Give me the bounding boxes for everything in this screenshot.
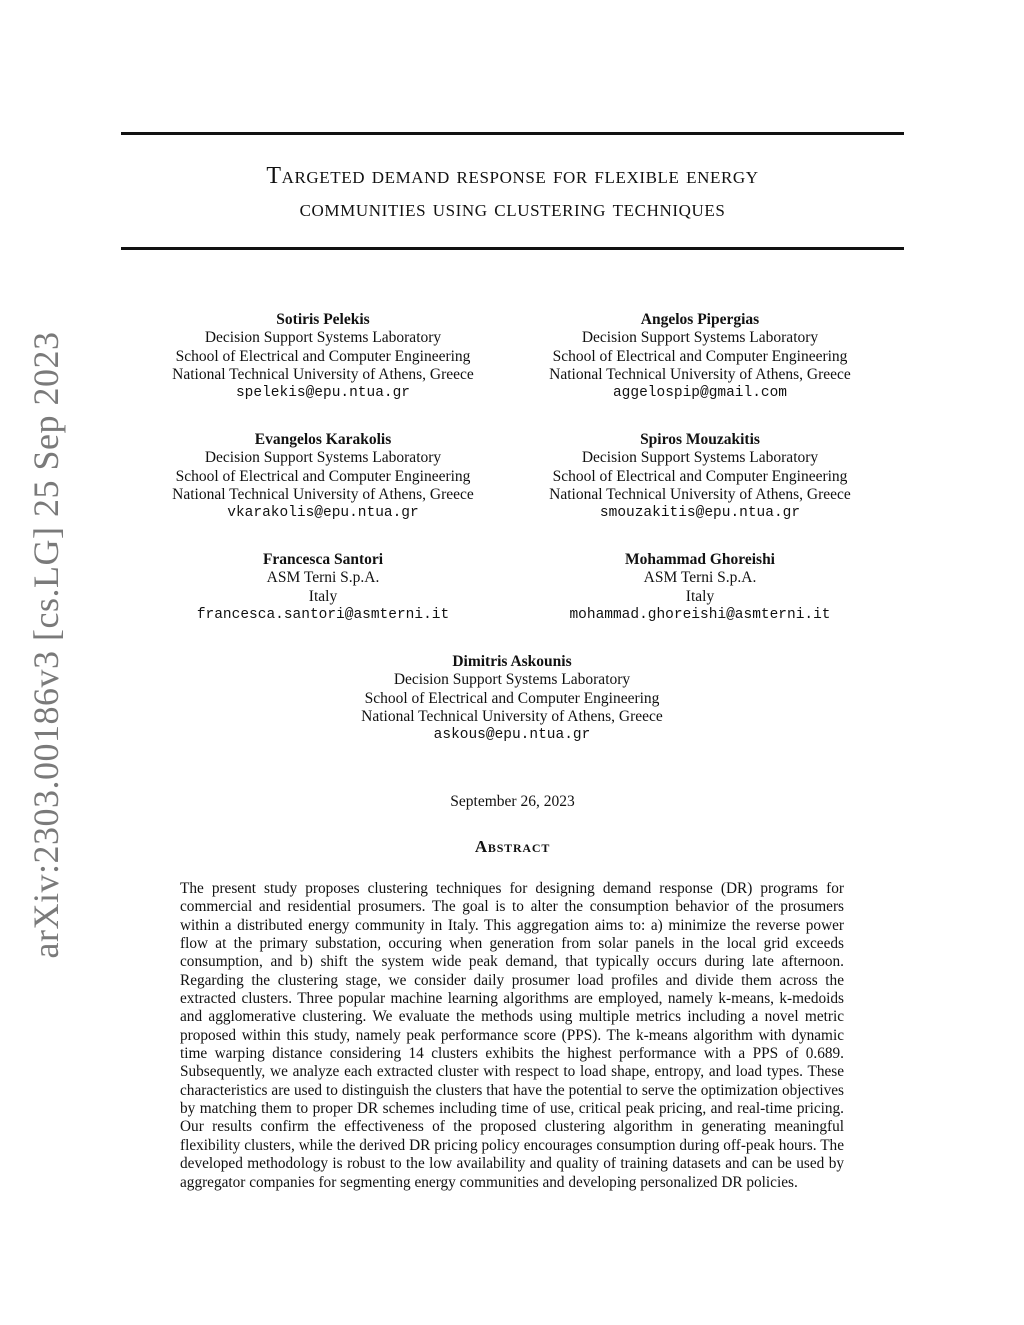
author-block-pipergias [490,311,910,402]
author-affiliation-line: ASM Terni S.p.A. [643,569,757,587]
author-affiliation-line: ASM Terni S.p.A. [266,569,380,587]
author-name: Evangelos Karakolis [254,431,392,448]
author-block-pelekis [113,311,533,402]
author-affiliation-line: National Technical University of Athens, Greece [549,485,851,503]
author-affiliation-line: School of Electrical and Computer Engineering [175,347,471,365]
author-affiliation-line: School of Electrical and Computer Engineering [364,689,660,707]
author-affiliation-line: Italy [308,587,338,605]
author-affiliation-line: School of Electrical and Computer Engineering [175,467,471,485]
author-email: spelekis@epu.ntua.gr [235,385,411,402]
author-email: francesca.santori@asmterni.it [196,606,450,623]
author-email: aggelospip@gmail.com [612,385,788,402]
title-bottom-rule [121,247,904,250]
abstract-text: The present study proposes clustering techniques for designing demand response (DR) programs for commercial and residential prosumers. The goal is to alter the consumption behavior of the prosumers within a distributed energy community in Italy. This aggregation aims to: a) minimize the reverse power flow at the primary substation, occuring when generation from solar panels in the local grid exceeds consumption, and b) shift the system wide peak demand, that typically occurs during late afternoon. Regarding the clustering stage, we consider daily prosumer load profiles and divide them across the extracted clusters. Three popular machine learning algorithms are employed, namely k-means, k-medoids and agglomerative clustering. We evaluate the methods using multiple metrics including a novel metric proposed within this study, namely peak performance score (PPS). The k-means algorithm with dynamic time warping distance considering 14 clusters exhibits the highest performance with a PPS of 0.689. Subsequently, we analyze each extracted cluster with respect to load shape, entropy, and load types. These characteristics are used to distinguish the clusters that have the potential to serve the optimization objectives by matching them to proper DR schemes including time of use, critical peak pricing, and real-time pricing. Our results confirm the effectiveness of the proposed clustering algorithm in generating meaningful flexibility clusters, while the derived DR pricing policy encourages consumption during off-peak hours. The developed methodology is robust to the low availability and quality of training datasets and can be used by aggregator companies for segmenting energy communities and developing personalized DR policies. [180,880,844,1191]
author-affiliation-line: Decision Support Systems Laboratory [581,449,819,467]
title-top-rule [121,132,904,135]
title-line-1: Targeted demand response for flexible energy [266,163,759,189]
abstract-heading: Abstract [474,837,551,856]
publication-date: September 26, 2023 [450,793,575,810]
title-line-2: communities using clustering techniques [299,196,726,222]
author-affiliation-line: Italy [685,587,715,605]
paper-title [121,160,904,226]
author-affiliation-line: School of Electrical and Computer Engineering [552,467,848,485]
author-email: vkarakolis@epu.ntua.gr [227,505,419,522]
author-name: Mohammad Ghoreishi [625,551,775,568]
author-email: askous@epu.ntua.gr [433,727,591,744]
author-email: mohammad.ghoreishi@asmterni.it [569,606,831,623]
author-block-ghoreishi [490,551,910,624]
arxiv-identifier-stamp: arXiv:2303.00186v3 [cs.LG] 25 Sep 2023 [26,331,66,959]
author-name: Dimitris Askounis [452,653,572,670]
author-block-karakolis [113,431,533,522]
author-name: Spiros Mouzakitis [640,431,760,448]
author-affiliation-line: Decision Support Systems Laboratory [393,671,631,689]
author-affiliation-line: National Technical University of Athens, Greece [172,365,474,383]
author-affiliation-line: National Technical University of Athens, Greece [549,365,851,383]
author-block-mouzakitis [490,431,910,522]
author-affiliation-line: Decision Support Systems Laboratory [204,329,442,347]
author-email: smouzakitis@epu.ntua.gr [599,505,801,522]
author-affiliation-line: National Technical University of Athens, Greece [172,485,474,503]
author-name: Angelos Pipergias [640,311,760,328]
author-name: Sotiris Pelekis [276,311,370,328]
author-affiliation-line: School of Electrical and Computer Engineering [552,347,848,365]
author-affiliation-line: Decision Support Systems Laboratory [581,329,819,347]
author-block-askounis [302,653,722,744]
author-affiliation-line: National Technical University of Athens, Greece [361,707,663,725]
author-affiliation-line: Decision Support Systems Laboratory [204,449,442,467]
author-name: Francesca Santori [262,551,384,568]
author-block-santori [113,551,533,624]
